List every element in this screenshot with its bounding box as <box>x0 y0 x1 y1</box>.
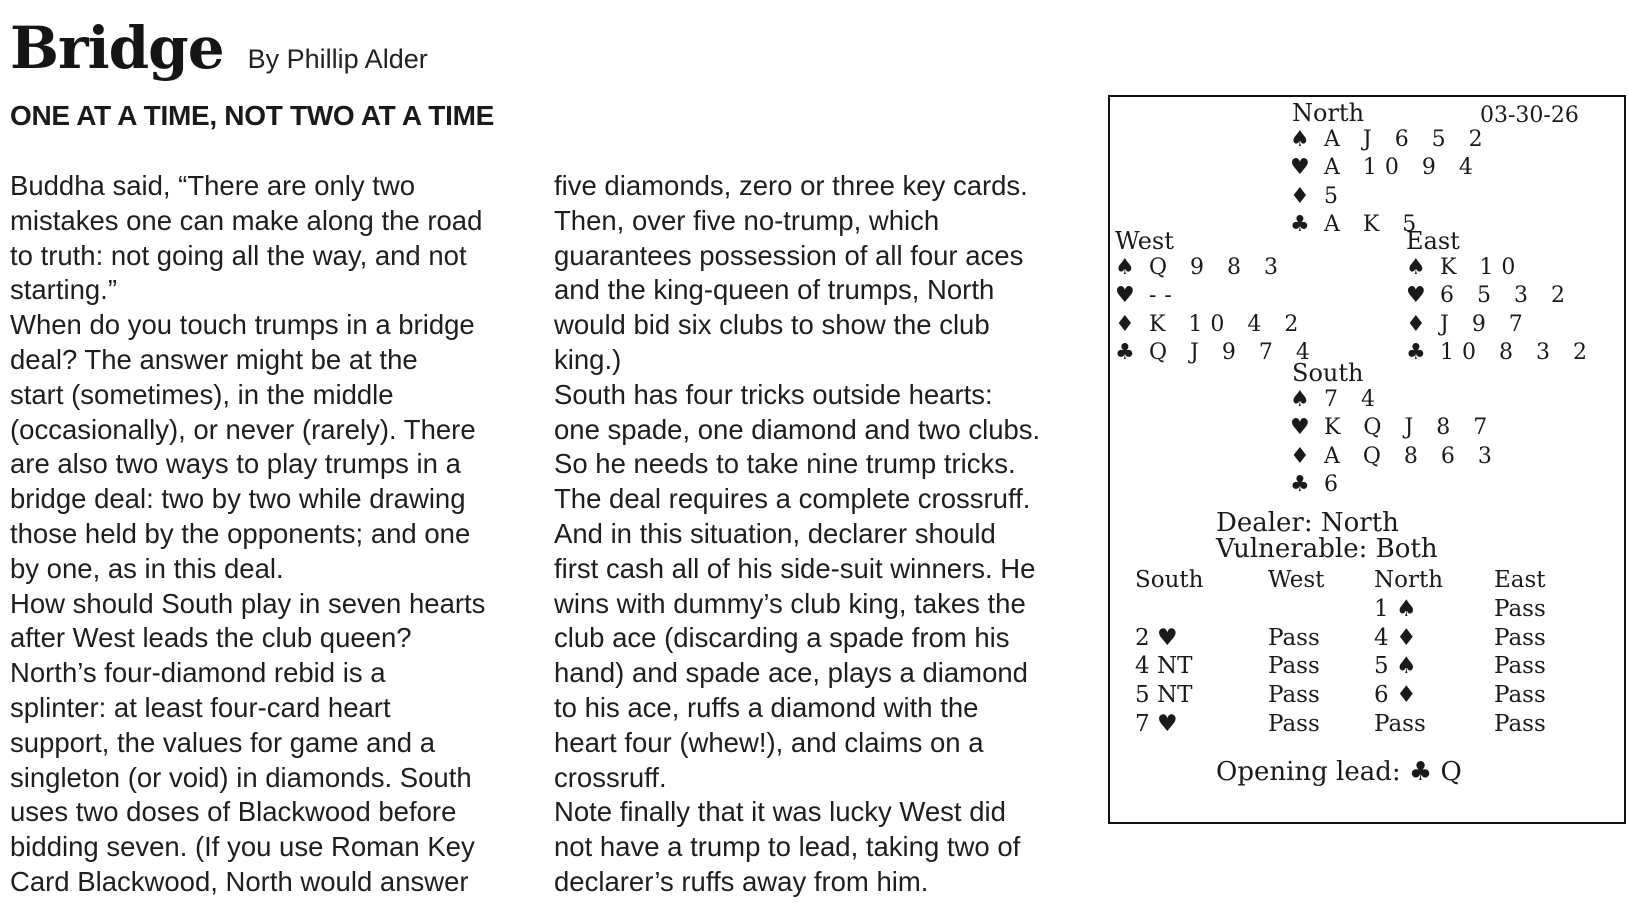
auction-cell: Pass <box>1494 653 1546 680</box>
text-line: splinter: at least four-card heart <box>10 691 391 723</box>
south-hearts-cards: K Q J 8 7 <box>1324 415 1496 441</box>
text-line: deal? The answer might be at the <box>10 343 418 375</box>
vulnerable-text: Vulnerable: Both <box>1216 534 1438 564</box>
auction-cell: South <box>1135 567 1204 594</box>
text-line: How should South play in seven hearts <box>10 587 486 619</box>
auction-cell: North <box>1374 567 1444 594</box>
auction-cell: Pass <box>1494 624 1546 651</box>
text-line: support, the values for game and a <box>10 726 435 758</box>
auction-cell: 5 ♠ <box>1374 653 1417 680</box>
west-clubs-cards: Q J 9 7 4 <box>1149 340 1318 366</box>
text-line: hand) and spade ace, plays a diamond <box>554 657 1028 689</box>
auction-cell: 5 NT <box>1135 682 1193 709</box>
auction-cell: 7 ♥ <box>1135 710 1178 737</box>
text-line: So he needs to take nine trump tricks. <box>554 448 1016 480</box>
club-icon: ♣ <box>1290 472 1310 498</box>
auction-cell: Pass <box>1494 596 1546 623</box>
west-diamonds-row <box>1115 310 1318 339</box>
auction-cell: Pass <box>1268 653 1320 680</box>
spade-icon: ♠ <box>1406 254 1426 280</box>
north-hearts-cards: A 10 9 4 <box>1324 155 1481 181</box>
west-hand <box>1115 253 1318 367</box>
west-hearts-row <box>1115 282 1318 311</box>
text-line: The deal requires a complete crossruff. <box>554 483 1031 515</box>
east-hand <box>1406 253 1595 367</box>
auction-cell: West <box>1268 567 1325 594</box>
south-label: South <box>1292 359 1364 387</box>
west-hearts-cards: -- <box>1149 283 1180 309</box>
auction-table <box>1135 566 1627 738</box>
north-spades-row <box>1290 125 1491 154</box>
text-line: start (sometimes), in the middle <box>10 378 394 410</box>
masthead <box>10 14 428 82</box>
auction-cell: Pass <box>1268 710 1320 737</box>
text-line: And in this situation, declarer should <box>554 517 996 549</box>
dealer-text: Dealer: North <box>1216 508 1399 538</box>
auction-cell: 4 ♦ <box>1374 624 1417 651</box>
article-column-2 <box>554 169 1094 900</box>
deal-date: 03-30-26 <box>1480 103 1579 128</box>
west-clubs-row <box>1115 339 1318 368</box>
east-diamonds-cards: J 9 7 <box>1440 311 1531 337</box>
east-hearts-row <box>1406 282 1595 311</box>
auction-row <box>1135 595 1627 624</box>
east-label: East <box>1406 227 1460 255</box>
text-line: mistakes one can make along the road <box>10 204 483 236</box>
text-line: declarer’s ruffs away from him. <box>554 865 929 897</box>
heart-icon: ♥ <box>1406 283 1426 309</box>
south-hearts-row <box>1290 414 1500 443</box>
diamond-icon: ♦ <box>1290 183 1310 209</box>
east-spades-cards: K 10 <box>1440 254 1524 280</box>
auction-cell: 6 ♦ <box>1374 682 1417 709</box>
diamond-icon: ♦ <box>1115 311 1135 337</box>
north-diamonds-row <box>1290 182 1491 211</box>
text-line: Note finally that it was lucky West did <box>554 796 1006 828</box>
text-line: crossruff. <box>554 761 667 793</box>
dealer-info <box>1216 510 1438 562</box>
west-spades-row <box>1115 253 1318 282</box>
text-line: those held by the opponents; and one <box>10 517 471 549</box>
article-headline: ONE AT A TIME, NOT TWO AT A TIME <box>10 100 494 131</box>
north-hand <box>1290 125 1491 239</box>
text-line: after West leads the club queen? <box>10 622 412 654</box>
auction-cell: Pass <box>1494 682 1546 709</box>
text-line: would bid six clubs to show the club <box>554 309 990 341</box>
north-spades-cards: A J 6 5 2 <box>1324 126 1491 152</box>
auction-cell: 4 NT <box>1135 653 1193 680</box>
text-line: king.) <box>554 343 622 375</box>
diamond-icon: ♦ <box>1406 311 1426 337</box>
auction-row <box>1135 709 1627 738</box>
text-line: Buddha said, “There are only two <box>10 170 416 201</box>
text-line: starting.” <box>10 274 117 306</box>
text-line: uses two doses of Blackwood before <box>10 796 457 828</box>
south-diamonds-cards: A Q 8 6 3 <box>1324 443 1500 469</box>
east-diamonds-row <box>1406 310 1595 339</box>
north-clubs-cards: A K 5 <box>1324 212 1425 238</box>
auction-cell: Pass <box>1268 624 1320 651</box>
east-spades-row <box>1406 253 1595 282</box>
text-line: first cash all of his side-suit winners. He <box>554 552 1036 584</box>
south-clubs-row <box>1290 471 1500 500</box>
south-hand <box>1290 385 1500 499</box>
text-line: one spade, one diamond and two clubs. <box>554 413 1041 445</box>
auction-cell: 2 ♥ <box>1135 624 1178 651</box>
west-spades-cards: Q 9 8 3 <box>1149 254 1287 280</box>
club-icon: ♣ <box>1406 340 1426 366</box>
spade-icon: ♠ <box>1290 126 1310 152</box>
auction-cell: Pass <box>1268 682 1320 709</box>
club-icon: ♣ <box>1290 212 1310 238</box>
text-line: not have a trump to lead, taking two of <box>554 831 1021 863</box>
text-line: bridge deal: two by two while drawing <box>10 483 466 515</box>
article-column-1 <box>10 169 540 900</box>
south-clubs-cards: 6 <box>1324 472 1346 498</box>
text-line: by one, as in this deal. <box>10 552 284 584</box>
east-clubs-cards: 10 8 3 2 <box>1440 340 1595 366</box>
text-line: bidding seven. (If you use Roman Key <box>10 831 475 863</box>
bridge-diagram <box>1108 95 1626 824</box>
text-line: (occasionally), or never (rarely). There <box>10 413 476 445</box>
west-label: West <box>1115 227 1174 255</box>
text-line: to his ace, ruffs a diamond with the <box>554 691 979 723</box>
auction-row <box>1135 652 1627 681</box>
text-line: guarantees possession of all four aces <box>554 239 1024 271</box>
heart-icon: ♥ <box>1290 155 1310 181</box>
east-hearts-cards: 6 5 3 2 <box>1440 283 1573 309</box>
west-diamonds-cards: K 10 4 2 <box>1149 311 1307 337</box>
north-hearts-row <box>1290 154 1491 183</box>
text-line: heart four (whew!), and claims on a <box>554 726 984 758</box>
text-line: When do you touch trumps in a bridge <box>10 309 475 341</box>
auction-row <box>1135 623 1627 652</box>
text-line: singleton (or void) in diamonds. South <box>10 761 472 793</box>
auction-cell: Pass <box>1494 710 1546 737</box>
text-line: and the king-queen of trumps, North <box>554 274 995 306</box>
south-spades-row <box>1290 385 1500 414</box>
auction-cell: Pass <box>1374 710 1426 737</box>
north-clubs-row <box>1290 211 1491 240</box>
auction-cell: 1 ♠ <box>1374 596 1417 623</box>
byline: By Phillip Alder <box>247 44 428 74</box>
south-diamonds-row <box>1290 442 1500 471</box>
text-line: to truth: not going all the way, and not <box>10 239 467 271</box>
club-icon: ♣ <box>1115 340 1135 366</box>
north-label: North <box>1292 99 1365 127</box>
opening-lead: Opening lead: ♣ Q <box>1216 757 1462 787</box>
text-line: five diamonds, zero or three key cards. <box>554 170 1028 201</box>
text-line: wins with dummy’s club king, takes the <box>554 587 1026 619</box>
auction-cell: East <box>1494 567 1546 594</box>
east-clubs-row <box>1406 339 1595 368</box>
auction-header <box>1135 566 1627 595</box>
heart-icon: ♥ <box>1115 283 1135 309</box>
text-line: Card Blackwood, North would answer <box>10 865 469 897</box>
spade-icon: ♠ <box>1290 386 1310 412</box>
spade-icon: ♠ <box>1115 254 1135 280</box>
text-line: club ace (discarding a spade from his <box>554 622 1010 654</box>
column-logo: Bridge <box>10 14 224 82</box>
text-line: are also two ways to play trumps in a <box>10 448 461 480</box>
text-line: South has four tricks outside hearts: <box>554 378 993 410</box>
north-diamonds-cards: 5 <box>1324 183 1346 209</box>
text-line: North’s four-diamond rebid is a <box>10 657 386 689</box>
heart-icon: ♥ <box>1290 415 1310 441</box>
diamond-icon: ♦ <box>1290 443 1310 469</box>
south-spades-cards: 7 4 <box>1324 386 1383 412</box>
text-line: Then, over five no-trump, which <box>554 204 940 236</box>
auction-row <box>1135 681 1627 710</box>
